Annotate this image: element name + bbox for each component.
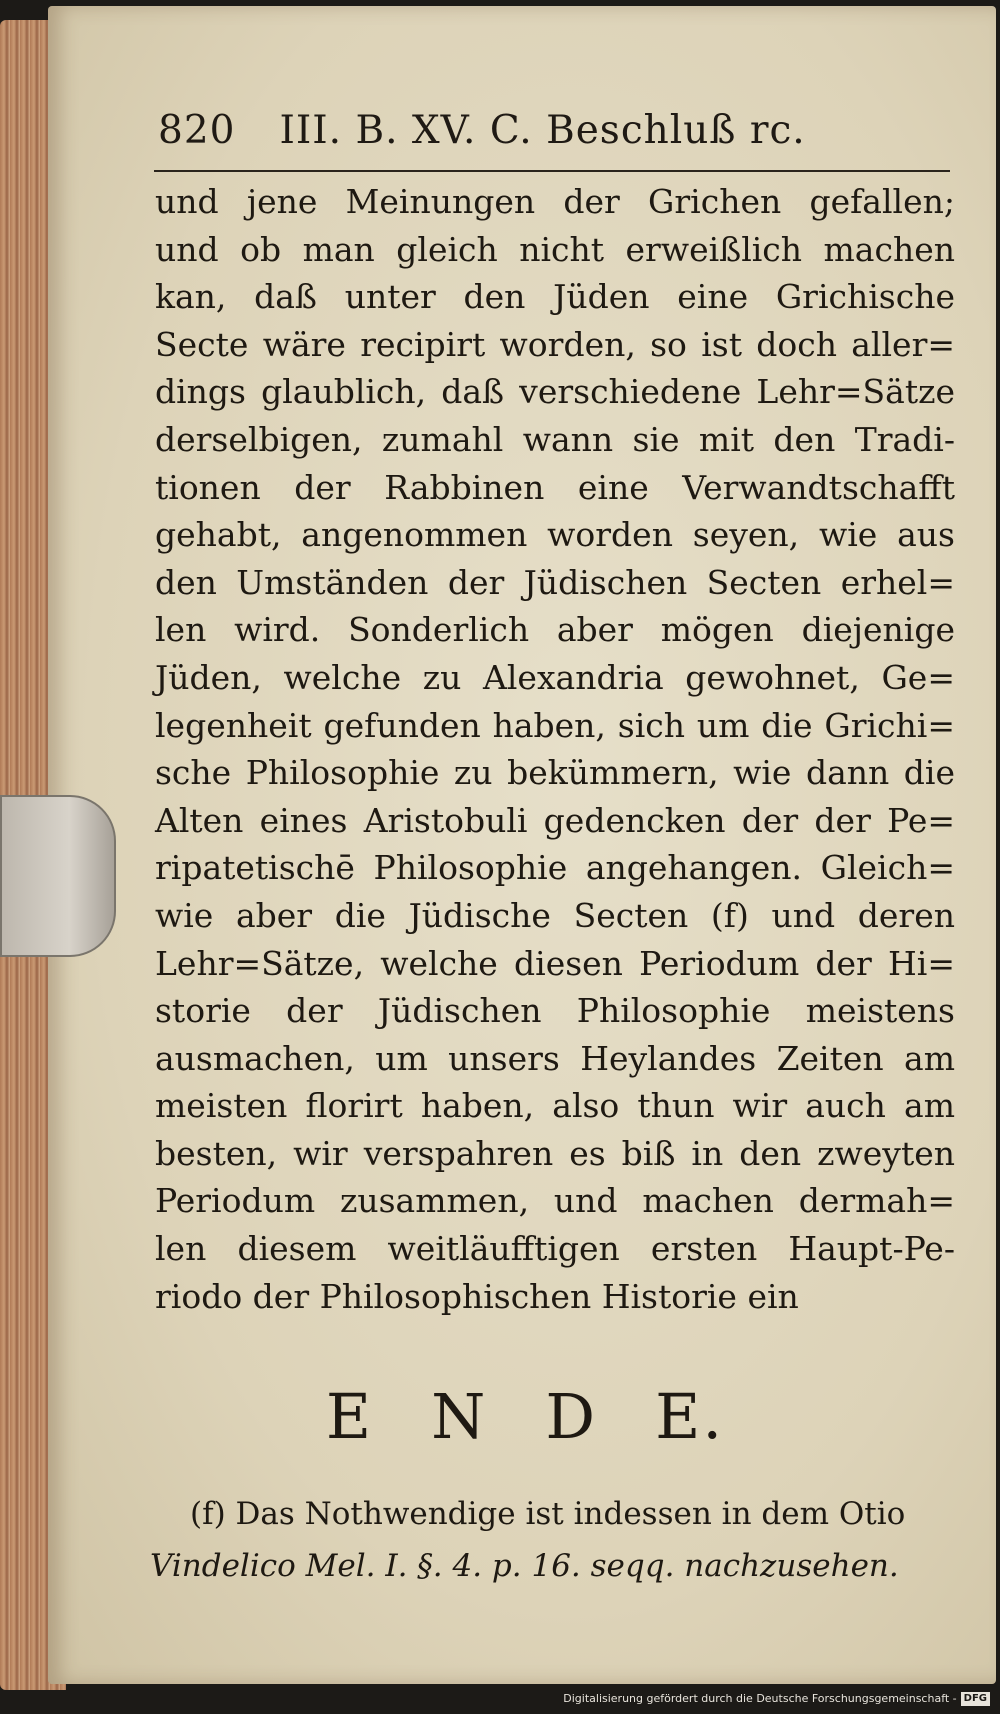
header-rule [154,170,950,172]
text-line: dings glaublich, daß verschiedene Lehr=Sätze [155,372,955,412]
ende-letter: D [545,1380,598,1453]
text-line: storie der Jüdischen Philosophie meistens [155,991,955,1031]
text-line: den Umständen der Jüdischen Secten erhel= [155,562,955,602]
text-line: meisten florirt haben, also thun wir auch am [155,1086,955,1126]
text-line: ausmachen, um unsers Heylandes Zeiten am [155,1038,955,1078]
text-line: Secte wäre recipirt worden, so ist doch aller= [155,324,955,364]
dfg-logo: DFG [961,1692,990,1706]
running-title: III. B. XV. C. Beschluß rc. [279,108,806,153]
text-line: sche Philosophie zu bekümmern, wie dann die [155,753,955,793]
footnote-line: Vindelico Mel. I. §. 4. p. 16. seqq. nachzusehen. [150,1548,899,1584]
footnote [150,1488,960,1592]
text-line: Jüden, welche zu Alexandria gewohnet, Ge= [155,657,955,697]
text-line: riodo der Philosophischen Historie ein [155,1276,799,1316]
ende-letter: E [325,1380,374,1453]
text-line: legenheit gefunden haben, sich um die Grichi= [155,705,955,745]
footnote-line: (f) Das Nothwendige ist indessen in dem Otio [190,1496,906,1532]
text-line: len diesem weitläufftigen ersten Haupt-Pe- [155,1229,955,1269]
text-line: Lehr=Sätze, welche diesen Periodum der Hi= [155,943,955,983]
text-line: und jene Meinungen der Grichen gefallen; [155,182,955,221]
text-line: Periodum zusammen, und machen dermah= [155,1181,955,1221]
ende-heading [155,1380,895,1453]
text-line: gehabt, angenommen worden seyen, wie aus [155,515,955,555]
text-line: derselbigen, zumahl wann sie mit den Tradi- [155,419,955,459]
page-number: 820 [158,108,236,153]
text-line: tionen der Rabbinen eine Verwandtschafft [155,467,955,507]
digitization-credit [563,1688,990,1710]
text-line: besten, wir verspahren es biß in den zweyten [155,1133,955,1173]
body-text [155,178,955,1320]
book-clasp [0,795,116,957]
credit-text: Digitalisierung gefördert durch die Deutsche Forschungsgemeinschaft - [563,1692,957,1705]
ende-letter: N [431,1380,488,1453]
running-head [158,108,978,158]
ende-letter: E. [655,1380,725,1453]
text-line: Alten eines Aristobuli gedencken der der Pe= [155,800,955,840]
text-line: wie aber die Jüdische Secten (f) und deren [155,895,955,935]
text-line: ripatetischē Philosophie angehangen. Gleich= [155,848,955,888]
text-line: und ob man gleich nicht erweißlich machen [155,229,955,269]
text-line: len wird. Sonderlich aber mögen diejenige [155,610,955,650]
text-line: kan, daß unter den Jüden eine Grichische [155,277,955,317]
